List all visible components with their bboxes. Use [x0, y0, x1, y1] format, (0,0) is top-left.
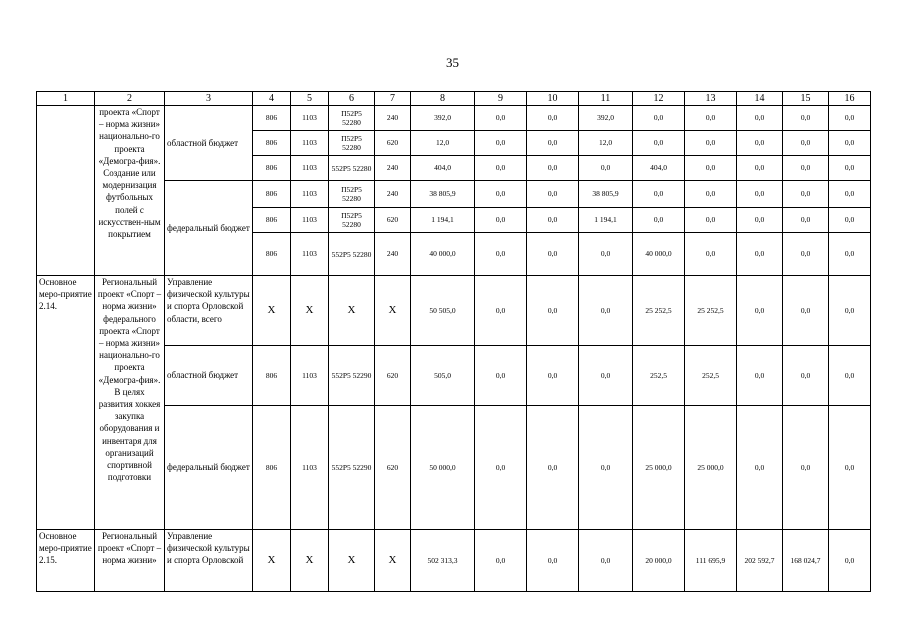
- table-cell: П52Р5 52280: [329, 106, 375, 131]
- table-cell: 1 194,1: [579, 208, 633, 233]
- table-cell: 0,0: [527, 406, 579, 530]
- table-cell: 0,0: [783, 131, 829, 156]
- table-cell: 50 505,0: [411, 276, 475, 346]
- table-cell: 0,0: [527, 208, 579, 233]
- table-cell: 240: [375, 181, 411, 208]
- table-cell: 0,0: [829, 208, 871, 233]
- project-description: проекта «Спорт – норма жизни» национально-го проекта «Демогра-фия». Создание или модернизация футбольных полей с искусствен-ным покрытием: [95, 106, 165, 276]
- table-cell: 0,0: [829, 346, 871, 406]
- table-cell: 505,0: [411, 346, 475, 406]
- table-cell: 404,0: [411, 156, 475, 181]
- table-cell: 502 313,3: [411, 530, 475, 592]
- table-cell: 404,0: [633, 156, 685, 181]
- col-header: 6: [329, 92, 375, 106]
- table-cell: 806: [253, 106, 291, 131]
- table-cell: 0,0: [579, 346, 633, 406]
- table-cell: 0,0: [737, 233, 783, 276]
- table-cell: 806: [253, 406, 291, 530]
- table-cell: 806: [253, 156, 291, 181]
- table-cell: 0,0: [737, 181, 783, 208]
- table-cell: Х: [291, 276, 329, 346]
- table-cell: 620: [375, 346, 411, 406]
- table-cell: 0,0: [475, 346, 527, 406]
- table-cell: 0,0: [475, 233, 527, 276]
- table-row: [37, 530, 871, 592]
- table-cell: 0,0: [633, 181, 685, 208]
- table-cell: 1103: [291, 233, 329, 276]
- table-cell: 1103: [291, 346, 329, 406]
- table-cell: 0,0: [737, 208, 783, 233]
- table-cell: 0,0: [527, 156, 579, 181]
- table-cell: 0,0: [633, 131, 685, 156]
- table-cell: 0,0: [783, 106, 829, 131]
- table-cell: 0,0: [685, 233, 737, 276]
- table-cell: 0,0: [527, 181, 579, 208]
- table-cell: 0,0: [579, 156, 633, 181]
- table-cell: 0,0: [685, 208, 737, 233]
- table-cell: 0,0: [829, 106, 871, 131]
- table-cell: 25 252,5: [633, 276, 685, 346]
- table-cell: 38 805,9: [411, 181, 475, 208]
- table-cell: П52Р5 52280: [329, 208, 375, 233]
- table-cell: 0,0: [829, 156, 871, 181]
- funding-source: областной бюджет: [165, 106, 253, 181]
- table-cell: 1103: [291, 131, 329, 156]
- col-header: 4: [253, 92, 291, 106]
- table-cell: 392,0: [579, 106, 633, 131]
- table-cell: 0,0: [685, 181, 737, 208]
- funding-source: областной бюджет: [165, 346, 253, 406]
- table-cell: 552Р5 52280: [329, 156, 375, 181]
- table-cell: 0,0: [475, 106, 527, 131]
- table-cell: 12,0: [411, 131, 475, 156]
- table-cell: 0,0: [475, 131, 527, 156]
- table-cell: 25 000,0: [685, 406, 737, 530]
- table-cell: 0,0: [633, 208, 685, 233]
- project-description: Региональный проект «Спорт – норма жизни» федерального проекта «Спорт – норма жизни» национально-го проекта «Демогра-фия». В целях развития хоккея закупка оборудования и инвентаря для организаций спортивной подготовки: [95, 276, 165, 530]
- table-cell: 240: [375, 233, 411, 276]
- table-cell: 1103: [291, 181, 329, 208]
- table-cell: 552Р5 52280: [329, 233, 375, 276]
- col-header: 9: [475, 92, 527, 106]
- table-cell: 1103: [291, 156, 329, 181]
- table-cell: 0,0: [475, 406, 527, 530]
- table-cell: 620: [375, 131, 411, 156]
- column-number-row: [37, 92, 871, 106]
- table-row: [37, 106, 871, 131]
- table-cell: 240: [375, 106, 411, 131]
- table-cell: 620: [375, 406, 411, 530]
- funding-source: Управление физической культуры и спорта Орловской: [165, 530, 253, 592]
- table-cell: 0,0: [737, 106, 783, 131]
- table-cell: 40 000,0: [411, 233, 475, 276]
- table-cell: Х: [329, 530, 375, 592]
- table-cell: 0,0: [829, 131, 871, 156]
- project-description: Региональный проект «Спорт – норма жизни»: [95, 530, 165, 592]
- table-cell: 12,0: [579, 131, 633, 156]
- col-header: 1: [37, 92, 95, 106]
- funding-source: Управление физической культуры и спорта Орловской области, всего: [165, 276, 253, 346]
- table-cell: 0,0: [783, 346, 829, 406]
- table-cell: 1103: [291, 406, 329, 530]
- table-cell: П52Р5 52280: [329, 131, 375, 156]
- table-cell: 552Р5 52290: [329, 406, 375, 530]
- table-cell: 0,0: [783, 156, 829, 181]
- table-cell: 252,5: [685, 346, 737, 406]
- table-cell: 0,0: [475, 181, 527, 208]
- table-cell: 0,0: [737, 156, 783, 181]
- table-cell: 38 805,9: [579, 181, 633, 208]
- table-cell: 0,0: [829, 406, 871, 530]
- table-cell: 0,0: [685, 131, 737, 156]
- col-header: 3: [165, 92, 253, 106]
- col-header: 11: [579, 92, 633, 106]
- table-cell: 0,0: [737, 406, 783, 530]
- table-cell: 0,0: [737, 131, 783, 156]
- table-cell: 0,0: [579, 233, 633, 276]
- table-cell: Х: [253, 530, 291, 592]
- table-cell: 0,0: [527, 233, 579, 276]
- activity-cell: [37, 106, 95, 276]
- table-cell: Х: [375, 530, 411, 592]
- table-cell: 0,0: [475, 276, 527, 346]
- table-cell: 0,0: [527, 346, 579, 406]
- table-cell: 0,0: [475, 156, 527, 181]
- table-cell: 0,0: [475, 530, 527, 592]
- table-cell: 0,0: [527, 530, 579, 592]
- table-cell: 806: [253, 208, 291, 233]
- table-cell: 20 000,0: [633, 530, 685, 592]
- table-cell: 1 194,1: [411, 208, 475, 233]
- col-header: 15: [783, 92, 829, 106]
- table-cell: 0,0: [579, 276, 633, 346]
- col-header: 8: [411, 92, 475, 106]
- table-cell: Х: [329, 276, 375, 346]
- table-cell: 0,0: [633, 106, 685, 131]
- table-cell: 202 592,7: [737, 530, 783, 592]
- table-cell: 252,5: [633, 346, 685, 406]
- funding-source: федеральный бюджет: [165, 406, 253, 530]
- col-header: 5: [291, 92, 329, 106]
- table-cell: 620: [375, 208, 411, 233]
- col-header: 16: [829, 92, 871, 106]
- table-cell: 0,0: [829, 530, 871, 592]
- table-cell: 25 000,0: [633, 406, 685, 530]
- table-cell: 0,0: [579, 530, 633, 592]
- table-cell: 392,0: [411, 106, 475, 131]
- col-header: 2: [95, 92, 165, 106]
- table-cell: Х: [291, 530, 329, 592]
- table-cell: 806: [253, 346, 291, 406]
- table-cell: 0,0: [737, 346, 783, 406]
- table-cell: 1103: [291, 106, 329, 131]
- table-cell: 168 024,7: [783, 530, 829, 592]
- table-cell: 0,0: [829, 233, 871, 276]
- table-cell: 552Р5 52290: [329, 346, 375, 406]
- table-cell: 0,0: [527, 131, 579, 156]
- table-cell: 0,0: [783, 208, 829, 233]
- table-cell: 806: [253, 131, 291, 156]
- table-cell: 0,0: [685, 156, 737, 181]
- budget-table: [36, 91, 871, 592]
- table-cell: 0,0: [783, 181, 829, 208]
- col-header: 10: [527, 92, 579, 106]
- table-cell: Х: [375, 276, 411, 346]
- table-cell: 806: [253, 181, 291, 208]
- table-cell: П52Р5 52280: [329, 181, 375, 208]
- table-cell: Х: [253, 276, 291, 346]
- table-cell: 0,0: [783, 406, 829, 530]
- table-cell: 0,0: [527, 106, 579, 131]
- table-cell: 0,0: [783, 233, 829, 276]
- page-number: 35: [446, 55, 459, 70]
- table-cell: 0,0: [829, 181, 871, 208]
- table-cell: 0,0: [685, 106, 737, 131]
- col-header: 14: [737, 92, 783, 106]
- activity-number: Основное меро-приятие 2.14.: [37, 276, 95, 530]
- table-cell: 0,0: [579, 406, 633, 530]
- col-header: 13: [685, 92, 737, 106]
- table-cell: 0,0: [527, 276, 579, 346]
- table-cell: 0,0: [737, 276, 783, 346]
- table-row: [37, 276, 871, 346]
- table-cell: 240: [375, 156, 411, 181]
- table-cell: 0,0: [783, 276, 829, 346]
- table-cell: 1103: [291, 208, 329, 233]
- col-header: 7: [375, 92, 411, 106]
- activity-number: Основное меро-приятие 2.15.: [37, 530, 95, 592]
- table-cell: 25 252,5: [685, 276, 737, 346]
- funding-source: федеральный бюджет: [165, 181, 253, 276]
- table-cell: 50 000,0: [411, 406, 475, 530]
- table-cell: 111 695,9: [685, 530, 737, 592]
- col-header: 12: [633, 92, 685, 106]
- table-cell: 0,0: [829, 276, 871, 346]
- table-cell: 806: [253, 233, 291, 276]
- table-cell: 40 000,0: [633, 233, 685, 276]
- table-cell: 0,0: [475, 208, 527, 233]
